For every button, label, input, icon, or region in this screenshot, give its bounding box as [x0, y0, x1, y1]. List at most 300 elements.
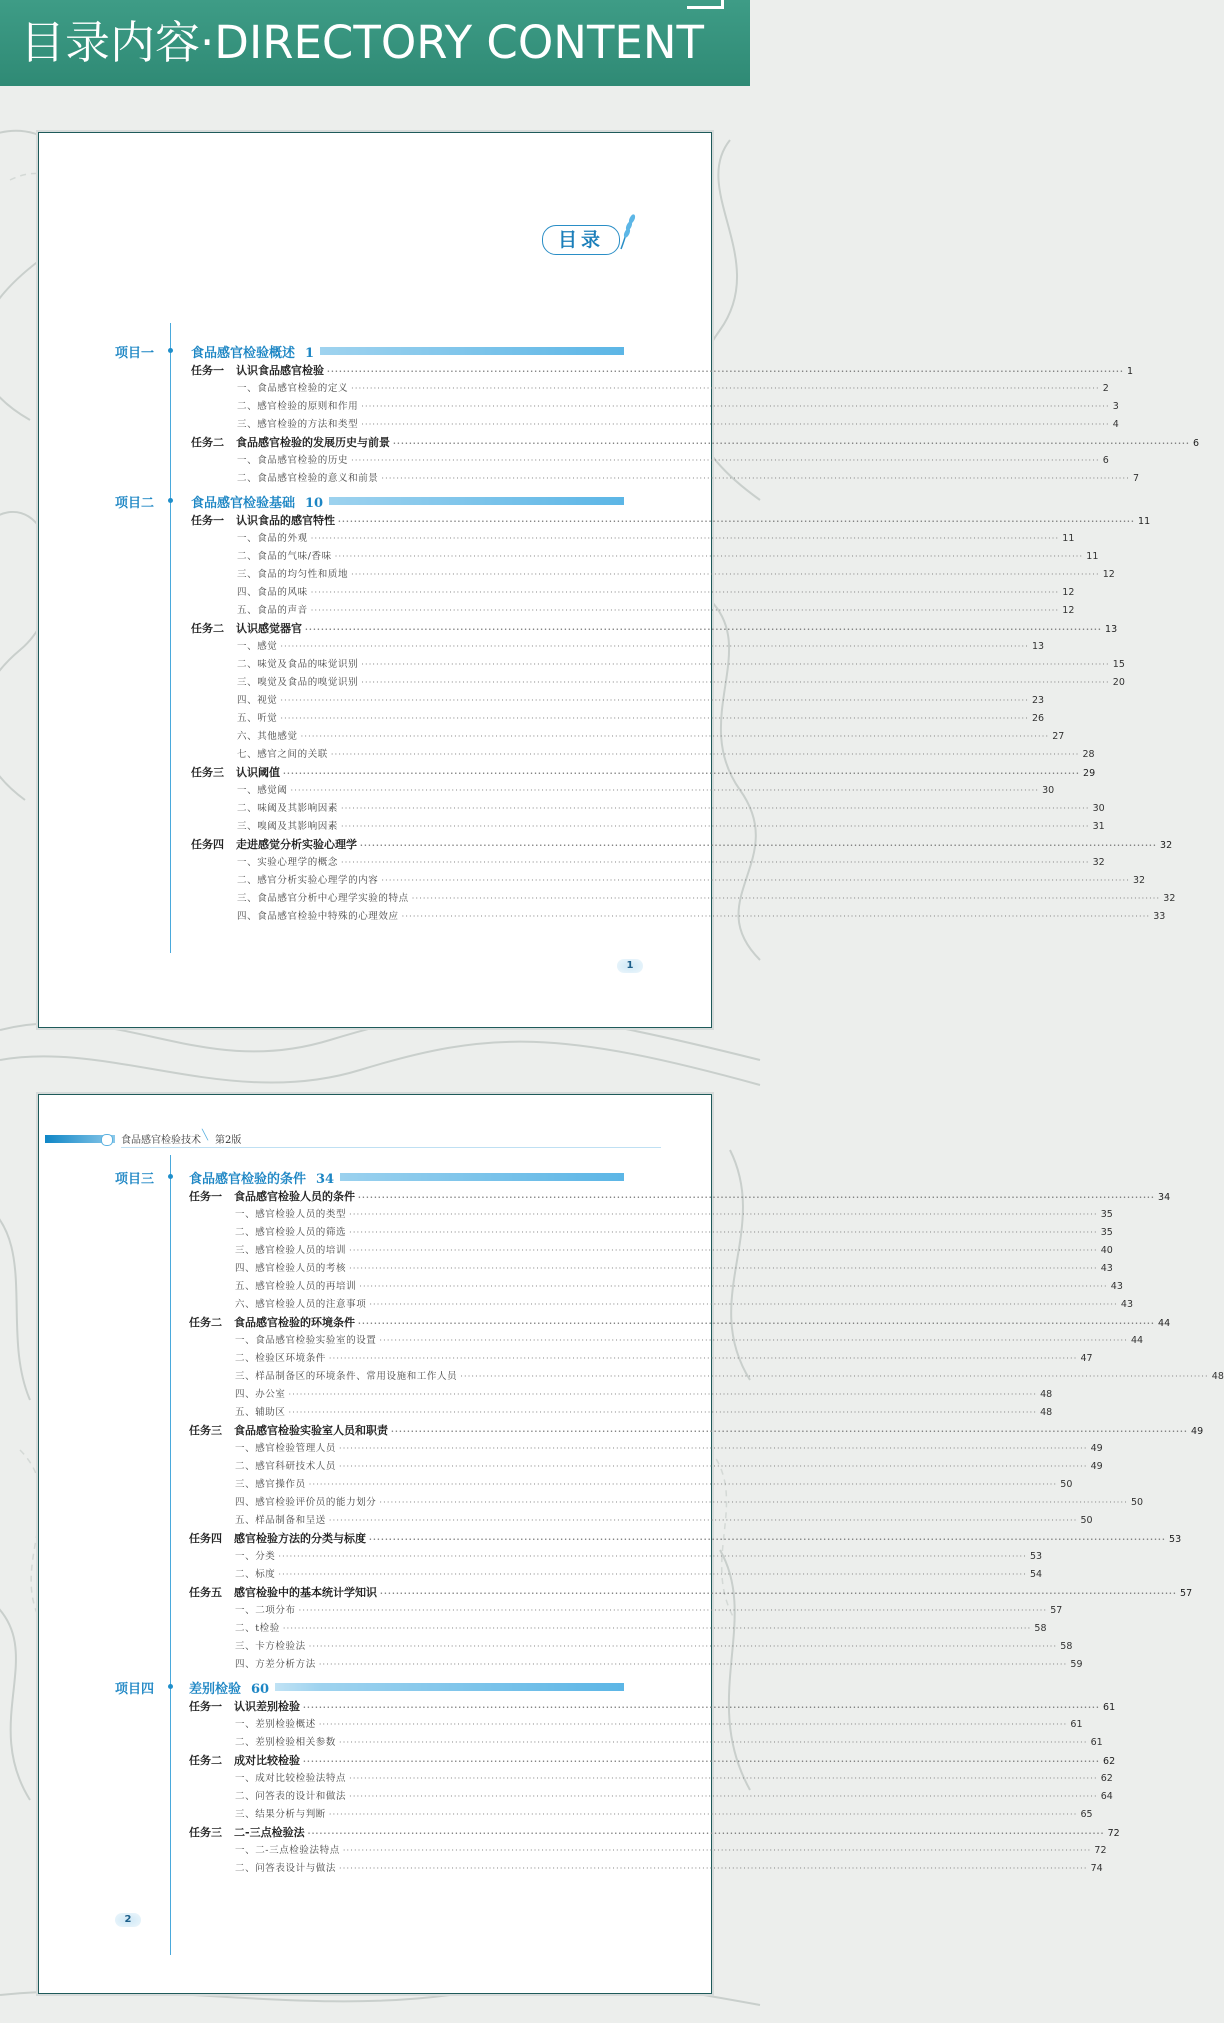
- toc-subsection-entry[interactable]: [235, 1458, 1103, 1476]
- subsection-page: 54: [1030, 1569, 1043, 1580]
- toc-subsection-entry[interactable]: [235, 1350, 1093, 1368]
- subsection-title: 四、食品感官检验中特殊的心理效应: [237, 911, 399, 922]
- leader-dots: ········································································································································································································: [349, 1246, 1098, 1255]
- subsection-title: 五、听觉: [237, 713, 278, 724]
- subsection-page: 11: [1062, 533, 1075, 544]
- project-label: 项目二: [115, 496, 155, 511]
- task-label: [189, 1314, 358, 1330]
- subsection-title: 一、分类: [235, 1551, 276, 1562]
- leader-dots: ········································································································································································································: [351, 456, 1100, 465]
- leader-dots: ········································································································································································································: [349, 1792, 1098, 1801]
- subsection-page: 12: [1062, 587, 1075, 598]
- subsection-page: 35: [1100, 1209, 1113, 1220]
- leader-dots: ········································································································································································································: [341, 804, 1090, 813]
- task-label: [189, 1752, 303, 1768]
- leader-dots: ········································································································································································································: [305, 624, 1103, 634]
- toc-subsection-entry[interactable]: [235, 1206, 1113, 1224]
- subsection-page: 31: [1092, 821, 1105, 832]
- subsection-title: 四、感官检验人员的考核: [235, 1263, 347, 1274]
- leader-dots: ········································································································································································································: [349, 1264, 1098, 1273]
- subsection-page: 4: [1112, 419, 1119, 430]
- task-title: 食品感官检验人员的条件: [234, 1190, 355, 1203]
- leader-dots: ········································································································································································································: [327, 366, 1125, 376]
- toc-subsection-entry[interactable]: [235, 1440, 1103, 1458]
- project-title-text: 食品感官检验基础: [191, 496, 296, 511]
- leader-dots: ········································································································································································································: [342, 1846, 1092, 1855]
- subsection-title: 五、感官检验人员的再培训: [235, 1281, 357, 1292]
- project-label: 项目四: [115, 1682, 155, 1697]
- leader-dots: ········································································································································································································: [303, 1702, 1101, 1712]
- subsection-title: 一、食品感官检验实验室的设置: [235, 1335, 377, 1346]
- toc-badge: 目录: [542, 225, 620, 255]
- subsection-title: 三、嗅阈及其影响因素: [237, 821, 339, 832]
- subsection-title: 一、食品感官检验的历史: [237, 455, 349, 466]
- subsection-page: 58: [1060, 1641, 1073, 1652]
- toc-subsection-entry[interactable]: [237, 872, 1146, 890]
- toc-subsection-entry[interactable]: [237, 584, 1075, 602]
- task-page: 13: [1105, 624, 1118, 635]
- task-page: 62: [1103, 1756, 1116, 1767]
- task-page: 32: [1160, 840, 1173, 851]
- leader-dots: ········································································································································································································: [349, 1228, 1098, 1237]
- leader-dots: ········································································································································································································: [351, 384, 1100, 393]
- leader-dots: ········································································································································································································: [328, 1516, 1078, 1525]
- toc-subsection-entry[interactable]: [235, 1842, 1107, 1860]
- task-label: [191, 512, 338, 528]
- toc-subsection-entry[interactable]: [237, 728, 1065, 746]
- subsection-page: 32: [1133, 875, 1146, 886]
- toc-subsection-entry[interactable]: [237, 416, 1119, 434]
- subsection-title: 一、二-三点检验法特点: [235, 1845, 340, 1856]
- toc-task-entry[interactable]: [189, 1752, 1116, 1770]
- toc-subsection-entry[interactable]: [235, 1806, 1093, 1824]
- leader-dots: ········································································································································································································: [401, 912, 1151, 921]
- toc-subsection-entry[interactable]: [235, 1404, 1053, 1422]
- leader-dots: ········································································································································································································: [339, 1864, 1088, 1873]
- toc-task-entry[interactable]: [189, 1584, 1193, 1602]
- subsection-page: 3: [1112, 401, 1119, 412]
- subsection-page: 12: [1062, 605, 1075, 616]
- subsection-title: 二、感官检验人员的筛选: [235, 1227, 347, 1238]
- separator-icon: ╲: [202, 1130, 209, 1141]
- subsection-page: 28: [1082, 749, 1095, 760]
- task-label: [191, 620, 305, 636]
- toc-task-entry[interactable]: [191, 836, 1173, 854]
- subsection-title: 一、感官检验人员的类型: [235, 1209, 347, 1220]
- leader-dots: ········································································································································································································: [282, 1624, 1032, 1633]
- subsection-page: 50: [1080, 1515, 1093, 1526]
- toc-task-entry[interactable]: [191, 434, 1200, 452]
- task-title: 食品感官检验的发展历史与前景: [236, 436, 390, 449]
- subsection-title: 二、感官科研技术人员: [235, 1461, 337, 1472]
- subsection-title: 一、感官检验管理人员: [235, 1443, 337, 1454]
- task-title: 认识食品感官检验: [236, 364, 324, 377]
- task-label: [189, 1422, 391, 1438]
- toc-page-1: [38, 132, 1200, 1028]
- project-title[interactable]: [189, 1678, 275, 1697]
- task-title: 食品感官检验实验室人员和职责: [234, 1424, 388, 1437]
- leader-dots: ········································································································································································································: [288, 1390, 1038, 1399]
- subsection-page: 61: [1070, 1719, 1083, 1730]
- timeline-node: [168, 498, 173, 503]
- subsection-title: 二、食品感官检验的意义和前景: [237, 473, 379, 484]
- task-page: 6: [1193, 438, 1200, 449]
- leader-dots: ········································································································································································································: [308, 1480, 1058, 1489]
- subsection-title: 二、问答表设计与做法: [235, 1863, 337, 1874]
- task-title: 食品感官检验的环境条件: [234, 1316, 355, 1329]
- toc-task-entry[interactable]: [189, 1530, 1182, 1548]
- page-number: 1: [617, 959, 643, 973]
- task-label: [189, 1698, 303, 1714]
- task-number: 任务二: [191, 622, 224, 635]
- leader-dots: ········································································································································································································: [310, 588, 1060, 597]
- toc-subsection-entry[interactable]: [237, 530, 1075, 548]
- subsection-title: 一、感觉: [237, 641, 278, 652]
- subsection-page: 20: [1112, 677, 1125, 688]
- task-page: 53: [1169, 1534, 1182, 1545]
- project-title-text: 差别检验: [189, 1682, 242, 1697]
- subsection-page: 26: [1032, 713, 1045, 724]
- leader-dots: ········································································································································································································: [318, 1720, 1068, 1729]
- toc-subsection-entry[interactable]: [235, 1548, 1043, 1566]
- toc-subsection-entry[interactable]: [237, 638, 1045, 656]
- leader-dots: ········································································································································································································: [283, 768, 1081, 778]
- task-page: 49: [1191, 1426, 1204, 1437]
- timeline-node: [168, 1684, 173, 1689]
- task-title: 感官检验方法的分类与标度: [234, 1532, 366, 1545]
- task-page: 34: [1158, 1192, 1171, 1203]
- toc-subsection-entry[interactable]: [235, 1476, 1073, 1494]
- leader-dots: ········································································································································································································: [280, 642, 1029, 651]
- toc-subsection-entry[interactable]: [235, 1260, 1113, 1278]
- subsection-page: 7: [1133, 473, 1140, 484]
- toc-subsection-entry[interactable]: [237, 602, 1075, 620]
- leader-dots: ········································································································································································································: [318, 1660, 1068, 1669]
- toc-page-2: [38, 1094, 1224, 1994]
- timeline-node: [168, 1174, 173, 1179]
- leader-dots: ········································································································································································································: [391, 1426, 1189, 1436]
- subsection-page: 40: [1100, 1245, 1113, 1256]
- task-title: 感官检验中的基本统计学知识: [234, 1586, 377, 1599]
- task-number: 任务四: [189, 1532, 222, 1545]
- subsection-title: 三、食品感官分析中心理学实验的特点: [237, 893, 409, 904]
- leader-dots: ········································································································································································································: [369, 1534, 1167, 1544]
- task-number: 任务一: [191, 364, 224, 377]
- subsection-page: 6: [1102, 455, 1109, 466]
- banner-title: 目录内容·DIRECTORY CONTENT: [20, 16, 705, 69]
- toc-subsection-entry[interactable]: [235, 1770, 1113, 1788]
- subsection-title: 三、样品制备区的环境条件、常用设施和工作人员: [235, 1371, 458, 1382]
- leader-dots: ········································································································································································································: [278, 1570, 1027, 1579]
- task-number: 任务四: [191, 838, 224, 851]
- toc-subsection-entry[interactable]: [235, 1512, 1093, 1530]
- subsection-title: 六、感官检验人员的注意事项: [235, 1299, 367, 1310]
- task-title: 认识差别检验: [234, 1700, 300, 1713]
- subsection-page: 13: [1032, 641, 1045, 652]
- task-title: 认识食品的感官特性: [236, 514, 335, 527]
- toc-subsection-entry[interactable]: [237, 566, 1115, 584]
- wheat-icon: [617, 211, 639, 251]
- toc-subsection-entry[interactable]: [235, 1332, 1144, 1350]
- corner-decoration: [687, 0, 724, 9]
- task-label: [191, 362, 327, 378]
- project-title[interactable]: [189, 1168, 340, 1187]
- subsection-page: 47: [1080, 1353, 1093, 1364]
- toc-subsection-entry[interactable]: [235, 1566, 1043, 1584]
- toc-timeline: [170, 1155, 171, 1955]
- toc-subsection-entry[interactable]: [237, 800, 1105, 818]
- toc-subsection-entry[interactable]: [235, 1278, 1123, 1296]
- task-title: 成对比较检验: [234, 1754, 300, 1767]
- subsection-page: 48: [1040, 1407, 1053, 1418]
- leader-dots: ········································································································································································································: [341, 858, 1090, 867]
- toc-task-entry[interactable]: [191, 764, 1096, 782]
- subsection-page: 64: [1100, 1791, 1113, 1802]
- subsection-title: 五、辅助区: [235, 1407, 286, 1418]
- task-page: 44: [1158, 1318, 1171, 1329]
- toc-task-entry[interactable]: [189, 1824, 1120, 1842]
- subsection-title: 七、感官之间的关联: [237, 749, 328, 760]
- subsection-title: 一、食品的外观: [237, 533, 308, 544]
- leader-dots: ········································································································································································································: [358, 1318, 1156, 1328]
- subsection-page: 65: [1080, 1809, 1093, 1820]
- book-title: 食品感官检验技术: [121, 1135, 201, 1146]
- leader-dots: ········································································································································································································: [300, 732, 1050, 741]
- subsection-page: 33: [1153, 911, 1166, 922]
- leader-dots: ········································································································································································································: [330, 750, 1080, 759]
- toc-subsection-entry[interactable]: [235, 1386, 1053, 1404]
- toc-subsection-entry[interactable]: [235, 1656, 1083, 1674]
- leader-dots: ········································································································································································································: [351, 570, 1100, 579]
- subsection-page: 59: [1070, 1659, 1083, 1670]
- toc-subsection-entry[interactable]: [235, 1242, 1113, 1260]
- subsection-page: 32: [1092, 857, 1105, 868]
- subsection-title: 三、感官检验人员的培训: [235, 1245, 347, 1256]
- leader-dots: ········································································································································································································: [360, 840, 1158, 850]
- leader-dots: ········································································································································································································: [379, 1336, 1128, 1345]
- toc-subsection-entry[interactable]: [237, 398, 1119, 416]
- toc-subsection-entry[interactable]: [237, 380, 1109, 398]
- toc-subsection-entry[interactable]: [235, 1716, 1083, 1734]
- leader-dots: ········································································································································································································: [308, 1642, 1058, 1651]
- leader-dots: ········································································································································································································: [303, 1756, 1101, 1766]
- toc-subsection-entry[interactable]: [235, 1296, 1133, 1314]
- toc-task-entry[interactable]: [189, 1188, 1171, 1206]
- project-page: 1: [305, 346, 315, 361]
- task-number: 任务二: [191, 436, 224, 449]
- project-label: 项目三: [115, 1172, 155, 1187]
- task-number: 任务一: [189, 1700, 222, 1713]
- subsection-page: 32: [1163, 893, 1176, 904]
- subsection-title: 三、卡方检验法: [235, 1641, 306, 1652]
- toc-subsection-entry[interactable]: [237, 710, 1045, 728]
- subsection-title: 二、食品的气味/香味: [237, 551, 332, 562]
- subsection-title: 二、t检验: [235, 1623, 280, 1634]
- task-label: [189, 1188, 358, 1204]
- leader-dots: ········································································································································································································: [278, 1552, 1027, 1561]
- subsection-page: 49: [1090, 1443, 1103, 1454]
- task-label: [191, 764, 283, 780]
- page-number: 2: [115, 1913, 141, 1927]
- leader-dots: ········································································································································································································: [280, 696, 1029, 705]
- task-page: 1: [1127, 366, 1134, 377]
- toc-subsection-entry[interactable]: [235, 1788, 1113, 1806]
- header-banner: [0, 0, 750, 86]
- subsection-title: 六、其他感觉: [237, 731, 298, 742]
- project-title-text: 食品感官检验的条件: [189, 1172, 307, 1187]
- leader-dots: ········································································································································································································: [328, 1354, 1078, 1363]
- subsection-page: 35: [1100, 1227, 1113, 1238]
- project-page: 60: [251, 1682, 270, 1697]
- task-label: [191, 434, 393, 450]
- toc-subsection-entry[interactable]: [237, 470, 1140, 488]
- project-label: 项目一: [115, 346, 155, 361]
- subsection-title: 二、检验区环境条件: [235, 1353, 326, 1364]
- toc-subsection-entry[interactable]: [235, 1368, 1224, 1386]
- subsection-page: 57: [1050, 1605, 1063, 1616]
- running-header: [39, 1130, 639, 1147]
- leader-dots: ········································································································································································································: [411, 894, 1161, 903]
- subsection-title: 一、差别检验概述: [235, 1719, 316, 1730]
- toc-subsection-entry[interactable]: [237, 692, 1045, 710]
- task-number: 任务五: [189, 1586, 222, 1599]
- toc-subsection-entry[interactable]: [237, 452, 1109, 470]
- subsection-title: 五、样品制备和呈送: [235, 1515, 326, 1526]
- task-title: 认识感觉器官: [236, 622, 302, 635]
- subsection-page: 43: [1100, 1263, 1113, 1274]
- toc-subsection-entry[interactable]: [237, 890, 1176, 908]
- task-label: [191, 836, 360, 852]
- toc-subsection-entry[interactable]: [237, 908, 1166, 926]
- subsection-page: 23: [1032, 695, 1045, 706]
- subsection-page: 62: [1100, 1773, 1113, 1784]
- toc-task-entry[interactable]: [189, 1698, 1116, 1716]
- task-number: 任务一: [189, 1190, 222, 1203]
- task-page: 72: [1107, 1828, 1120, 1839]
- leader-dots: ········································································································································································································: [361, 420, 1110, 429]
- leader-dots: ········································································································································································································: [310, 606, 1060, 615]
- header-rule: [121, 1147, 661, 1148]
- subsection-page: 30: [1042, 785, 1055, 796]
- toc-subsection-entry[interactable]: [237, 656, 1125, 674]
- task-number: 任务二: [189, 1316, 222, 1329]
- leader-dots: ········································································································································································································: [334, 552, 1084, 561]
- project-title[interactable]: [191, 342, 320, 361]
- leader-dots: ········································································································································································································: [358, 1192, 1156, 1202]
- leader-dots: ········································································································································································································: [310, 534, 1060, 543]
- subsection-title: 四、视觉: [237, 695, 278, 706]
- subsection-title: 二、差别检验相关参数: [235, 1737, 337, 1748]
- toc-task-entry[interactable]: [191, 512, 1151, 530]
- leader-dots: ········································································································································································································: [298, 1606, 1048, 1615]
- subsection-page: 43: [1120, 1299, 1133, 1310]
- task-page: 57: [1180, 1588, 1193, 1599]
- leader-dots: ········································································································································································································: [339, 1444, 1088, 1453]
- task-title: 走进感觉分析实验心理学: [236, 838, 357, 851]
- task-page: 11: [1138, 516, 1151, 527]
- subsection-title: 一、二项分布: [235, 1605, 296, 1616]
- subsection-page: 48: [1040, 1389, 1053, 1400]
- subsection-title: 二、味阈及其影响因素: [237, 803, 339, 814]
- subsection-page: 2: [1102, 383, 1109, 394]
- subsection-page: 58: [1034, 1623, 1047, 1634]
- subsection-title: 四、感官检验评价员的能力划分: [235, 1497, 377, 1508]
- leader-dots: ········································································································································································································: [361, 402, 1110, 411]
- subsection-title: 二、味觉及食品的味觉识别: [237, 659, 359, 670]
- subsection-title: 三、食品的均匀性和质地: [237, 569, 349, 580]
- toc-subsection-entry[interactable]: [237, 746, 1095, 764]
- subsection-page: 72: [1094, 1845, 1107, 1856]
- toc-subsection-entry[interactable]: [235, 1602, 1063, 1620]
- subsection-page: 50: [1060, 1479, 1073, 1490]
- leader-dots: ········································································································································································································: [328, 1810, 1078, 1819]
- leader-dots: ········································································································································································································: [460, 1372, 1209, 1381]
- toc-task-entry[interactable]: [189, 1422, 1204, 1440]
- project-page: 10: [305, 496, 324, 511]
- subsection-page: 49: [1090, 1461, 1103, 1472]
- toc-timeline: [170, 323, 171, 953]
- toc-task-entry[interactable]: [191, 362, 1134, 380]
- toc-subsection-entry[interactable]: [235, 1620, 1047, 1638]
- task-title: 认识阈值: [236, 766, 280, 779]
- toc-subsection-entry[interactable]: [237, 674, 1125, 692]
- subsection-page: 30: [1092, 803, 1105, 814]
- subsection-title: 三、感官检验的方法和类型: [237, 419, 359, 430]
- subsection-page: 53: [1030, 1551, 1043, 1562]
- leader-dots: ········································································································································································································: [341, 822, 1090, 831]
- subsection-title: 一、实验心理学的概念: [237, 857, 339, 868]
- toc-subsection-entry[interactable]: [235, 1494, 1144, 1512]
- subsection-page: 15: [1112, 659, 1125, 670]
- subsection-title: 一、感觉阈: [237, 785, 288, 796]
- task-title: 二-三点检验法: [234, 1826, 305, 1839]
- leader-dots: ········································································································································································································: [288, 1408, 1038, 1417]
- toc-task-entry[interactable]: [191, 620, 1118, 638]
- project-title[interactable]: [191, 492, 329, 511]
- task-number: 任务二: [189, 1754, 222, 1767]
- subsection-page: 12: [1102, 569, 1115, 580]
- timeline-node: [168, 348, 173, 353]
- toc-task-entry[interactable]: [189, 1314, 1171, 1332]
- subsection-page: 61: [1090, 1737, 1103, 1748]
- edition-label: 第2版: [215, 1135, 242, 1146]
- leader-dots: ········································································································································································································: [280, 714, 1029, 723]
- toc-subsection-entry[interactable]: [237, 782, 1055, 800]
- subsection-page: 43: [1110, 1281, 1123, 1292]
- leader-dots: ········································································································································································································: [307, 1828, 1105, 1838]
- subsection-title: 一、成对比较检验法特点: [235, 1773, 347, 1784]
- toc-subsection-entry[interactable]: [237, 548, 1099, 566]
- task-page: 61: [1103, 1702, 1116, 1713]
- leader-dots: ········································································································································································································: [338, 516, 1136, 526]
- toc-subsection-entry[interactable]: [237, 854, 1105, 872]
- subsection-title: 二、问答表的设计和做法: [235, 1791, 347, 1802]
- leader-dots: ········································································································································································································: [290, 786, 1040, 795]
- toc-subsection-entry[interactable]: [235, 1638, 1073, 1656]
- task-number: 任务三: [191, 766, 224, 779]
- project-page: 34: [316, 1172, 335, 1187]
- header-dot: [101, 1134, 113, 1146]
- toc-subsection-entry[interactable]: [235, 1224, 1113, 1242]
- leader-dots: ········································································································································································································: [339, 1738, 1088, 1747]
- toc-subsection-entry[interactable]: [235, 1860, 1103, 1878]
- project-title-text: 食品感官检验概述: [191, 346, 296, 361]
- subsection-title: 二、标度: [235, 1569, 276, 1580]
- toc-subsection-entry[interactable]: [235, 1734, 1103, 1752]
- leader-dots: ········································································································································································································: [381, 876, 1130, 885]
- task-number: 任务三: [189, 1826, 222, 1839]
- toc-subsection-entry[interactable]: [237, 818, 1105, 836]
